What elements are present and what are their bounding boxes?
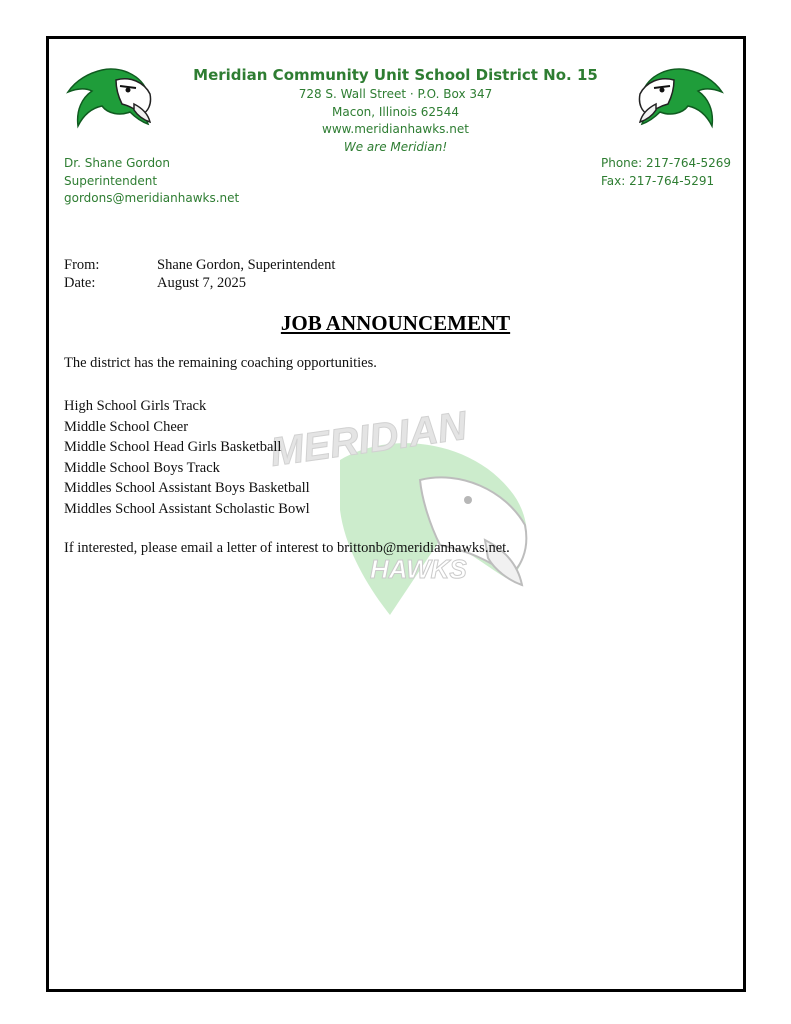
watermark-top-text: MERIDIAN [267,403,470,475]
memo-header [64,257,335,292]
page-title: JOB ANNOUNCEMENT [280,311,511,335]
intro-text: The district has the remaining coaching opportunities. [64,355,377,371]
positions-list [64,396,310,519]
district-phone-fax [601,155,731,190]
district-header [150,64,641,156]
closing-text: If interested, please email a letter of interest to brittonb@meridianhawks.net. [64,540,510,556]
list-item: Middle School Head Girls Basketball [64,439,282,455]
list-item: Middle School Cheer [64,418,189,435]
from-value: Shane Gordon, Superintendent [157,257,336,273]
district-motto: We are Meridian! [343,139,448,154]
from-label: From: [64,257,100,273]
memo-from-row [64,257,335,275]
fax-number: Fax: 217-764-5291 [601,173,715,188]
superintendent-contact [64,155,239,208]
superintendent-name: Dr. Shane Gordon [64,156,171,170]
phone-number: Phone: 217-764-5269 [601,156,732,170]
list-item: Middle School Boys Track [64,459,220,476]
superintendent-title: Superintendent [64,173,158,188]
watermark-bottom-text: HAWKS [370,554,467,584]
superintendent-email[interactable]: gordons@meridianhawks.net [64,191,240,205]
date-label: Date: [64,274,96,291]
list-item: Middles School Assistant Boys Basketball [64,480,310,496]
district-address: 728 S. Wall Street · P.O. Box 347 [298,87,493,101]
list-item: Middles School Assistant Scholastic Bowl [64,500,310,517]
hawk-logo-icon [64,64,152,130]
district-website: www.meridianhawks.net [322,122,469,136]
district-name: Meridian Community Unit School District No. 15 [193,66,598,84]
district-city: Macon, Illinois 62544 [332,104,459,119]
memo-date-row [64,275,335,293]
hawk-logo-icon [638,64,726,130]
date-value: August 7, 2025 [157,274,247,291]
list-item: High School Girls Track [64,398,207,414]
